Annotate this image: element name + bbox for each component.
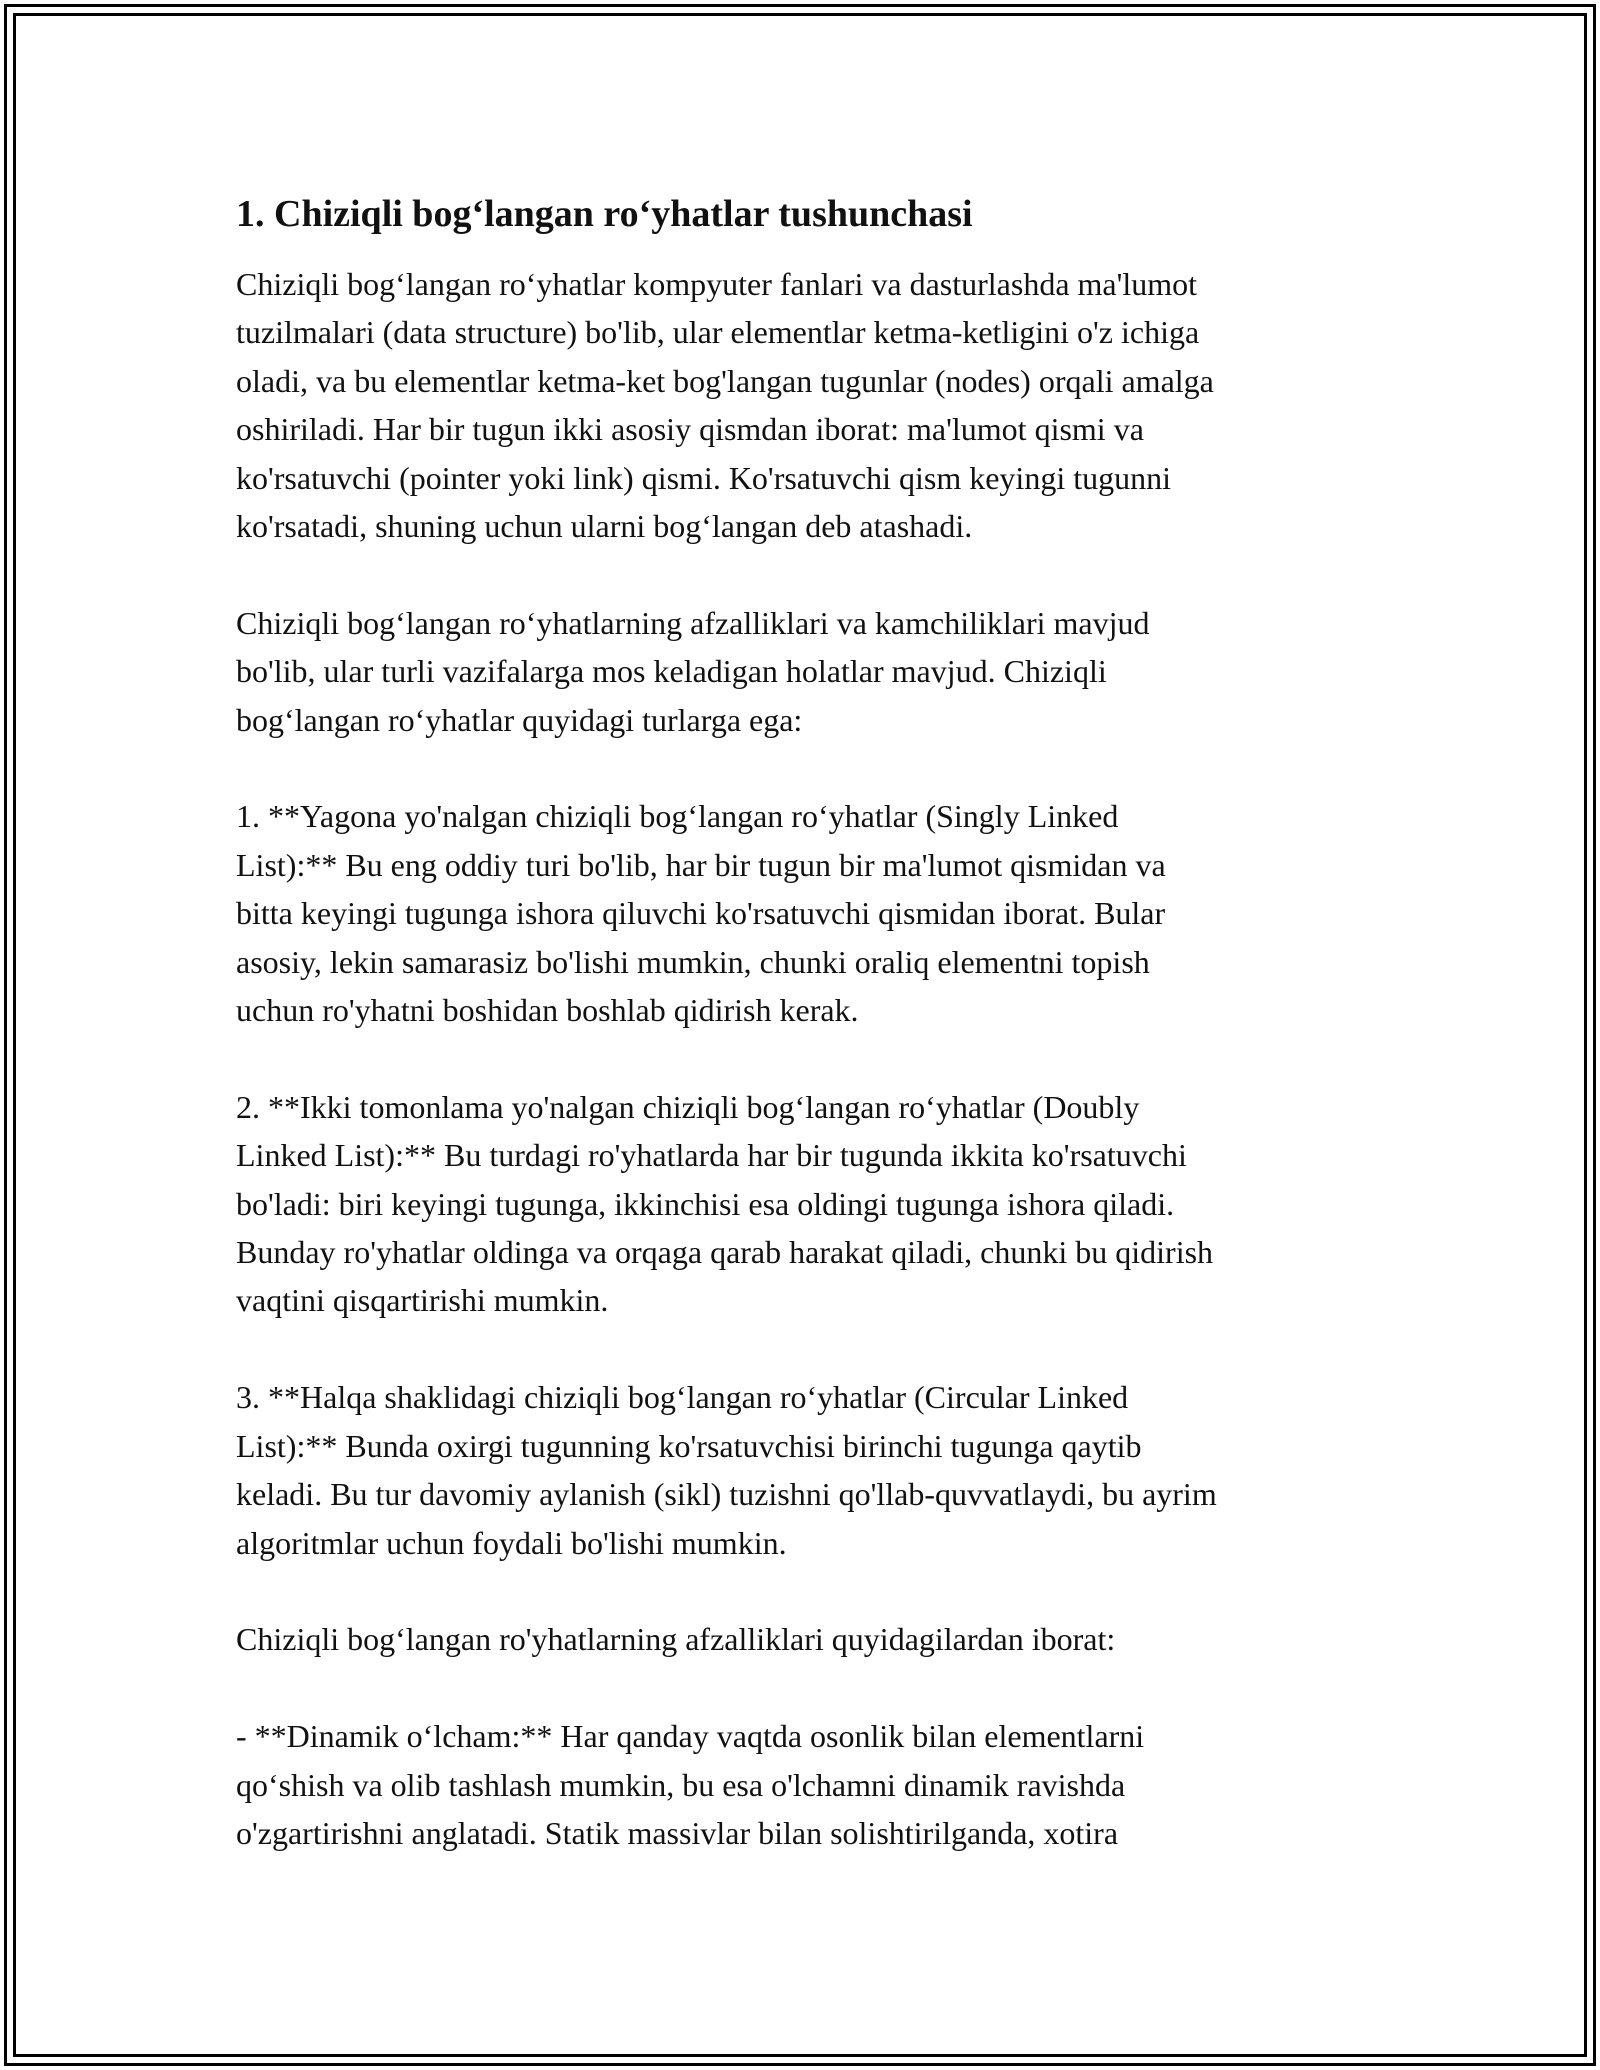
paragraph-doubly-linked xyxy=(236,1083,1376,1325)
text-line: ko'rsatadi, shuning uchun ularni bog‘langan deb atashadi. xyxy=(236,508,973,545)
text-line: 1. **Yagona yo'nalgan chiziqli bog‘langan ro‘yhatlar (Singly Linked xyxy=(236,798,1119,835)
text-line: qo‘shish va olib tashlash mumkin, bu esa o'lchamni dinamik ravishda xyxy=(236,1766,1126,1803)
paragraph-intro xyxy=(236,260,1376,550)
paragraph-types-intro xyxy=(236,599,1376,744)
text-line: Chiziqli bog‘langan ro'yhatlarning afzalliklari quyidagilardan iborat: xyxy=(236,1621,1116,1658)
paragraph-gap xyxy=(236,744,1376,792)
text-line: - **Dinamik o‘lcham:** Har qanday vaqtda osonlik bilan elementlarni xyxy=(236,1718,1145,1755)
paragraph-advantages-intro xyxy=(236,1615,1376,1663)
text-line: Chiziqli bog‘langan ro‘yhatlarning afzalliklari va kamchiliklari mavjud xyxy=(236,604,1150,641)
text-line: tuzilmalari (data structure) bo'lib, ular elementlar ketma-ketligini o'z ichiga xyxy=(236,314,1200,351)
text-line: algoritmlar uchun foydali bo'lishi mumkin. xyxy=(236,1524,787,1561)
paragraph-dynamic-size xyxy=(236,1712,1376,1857)
text-line: bo'lib, ular turli vazifalarga mos keladigan holatlar mavjud. Chiziqli xyxy=(236,653,1107,690)
text-line: List):** Bu eng oddiy turi bo'lib, har bir tugun bir ma'lumot qismidan va xyxy=(236,846,1166,883)
text-line: uchun ro'yhatni boshidan boshlab qidirish kerak. xyxy=(236,992,859,1029)
text-line: asosiy, lekin samarasiz bo'lishi mumkin, chunki oraliq elementni topish xyxy=(236,943,1150,980)
text-line: ko'rsatuvchi (pointer yoki link) qismi. Ko'rsatuvchi qism keyingi tugunni xyxy=(236,459,1171,496)
text-line: List):** Bunda oxirgi tugunning ko'rsatuvchisi birinchi tugunga qaytib xyxy=(236,1427,1142,1464)
text-line: o'zgartirishni anglatadi. Statik massivlar bilan solishtirilganda, xotira xyxy=(236,1814,1119,1851)
text-line: 2. **Ikki tomonlama yo'nalgan chiziqli bog‘langan ro‘yhatlar (Doubly xyxy=(236,1088,1140,1125)
paragraph-singly-linked xyxy=(236,792,1376,1034)
paragraph-gap xyxy=(236,1325,1376,1373)
text-line: bo'ladi: biri keyingi tugunga, ikkinchisi esa oldingi tugunga ishora qiladi. xyxy=(236,1185,1175,1222)
text-line: bog‘langan ro‘yhatlar quyidagi turlarga ega: xyxy=(236,701,803,738)
paragraph-circular-linked xyxy=(236,1373,1376,1567)
text-line: Chiziqli bog‘langan ro‘yhatlar kompyuter fanlari va dasturlashda ma'lumot xyxy=(236,266,1198,302)
document-body xyxy=(236,186,1376,1857)
text-line: bitta keyingi tugunga ishora qiluvchi ko'rsatuvchi qismidan iborat. Bular xyxy=(236,895,1166,932)
text-line: vaqtini qisqartirishi mumkin. xyxy=(236,1282,609,1319)
paragraph-gap xyxy=(236,1034,1376,1082)
text-line: Linked List):** Bu turdagi ro'yhatlarda har bir tugunda ikkita ko'rsatuvchi xyxy=(236,1137,1187,1174)
document-title: 1. Chiziqli bog‘langan ro‘yhatlar tushunchasi xyxy=(236,193,973,235)
text-line: oladi, va bu elementlar ketma-ket bog'langan tugunlar (nodes) orqali amalga xyxy=(236,362,1214,399)
paragraph-gap xyxy=(236,1567,1376,1615)
text-line: keladi. Bu tur davomiy aylanish (sikl) tuzishni qo'llab-quvvatlaydi, bu ayrim xyxy=(236,1476,1217,1513)
text-line: 3. **Halqa shaklidagi chiziqli bog‘langan ro‘yhatlar (Circular Linked xyxy=(236,1379,1129,1416)
paragraph-gap xyxy=(236,1664,1376,1712)
text-line: oshiriladi. Har bir tugun ikki asosiy qismdan iborat: ma'lumot qismi va xyxy=(236,411,1144,448)
text-line: Bunday ro'yhatlar oldinga va orqaga qarab harakat qiladi, chunki bu qidirish xyxy=(236,1234,1214,1271)
paragraph-gap xyxy=(236,550,1376,598)
